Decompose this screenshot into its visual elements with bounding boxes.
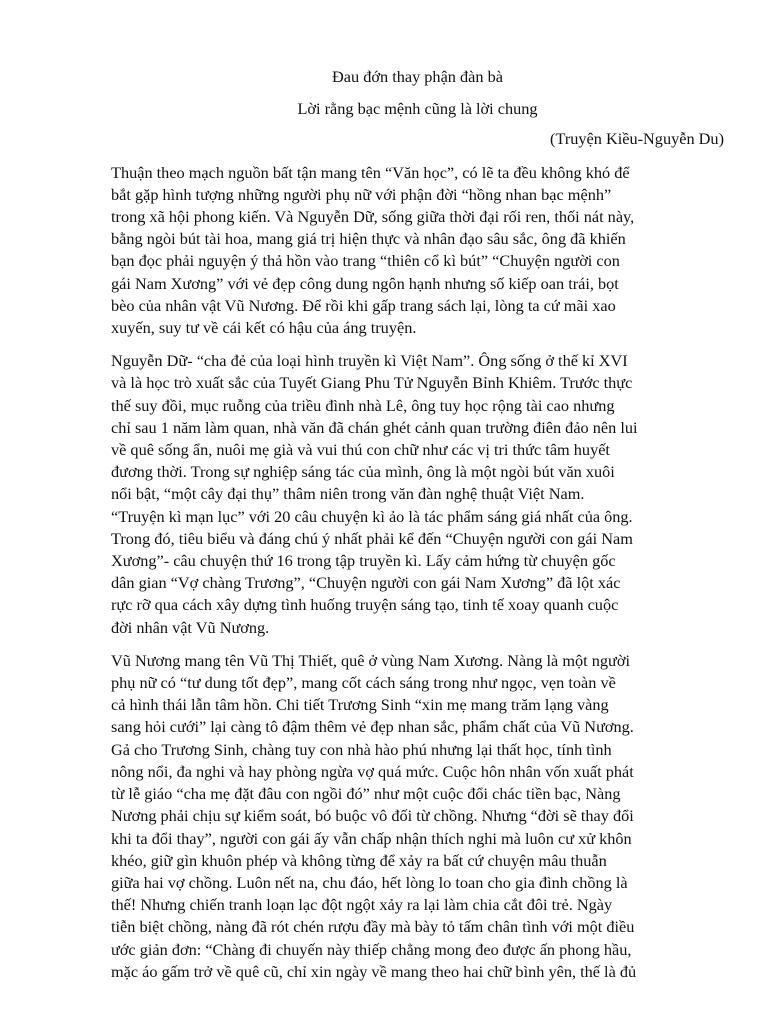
text-line: Gả cho Trương Sinh, chàng tuy con nhà hào phú nhưng lại thất học, tính tình <box>111 739 612 759</box>
text-line: và là học trò xuất sắc của Tuyết Giang Phu Tử Nguyễn Bỉnh Khiêm. Trước thực <box>111 373 633 393</box>
text-line: ước giản đơn: “Chàng đi chuyến này thiếp chẳng mong đeo được ấn phong hầu, <box>111 939 632 959</box>
text-line: Vũ Nương mang tên Vũ Thị Thiết, quê ở vùng Nam Xương. Nàng là một người <box>111 650 630 670</box>
epigraph-source: (Truyện Kiều-Nguyễn Du) <box>550 129 724 149</box>
text-line: khéo, giữ gìn khuôn phép và không từng để xảy ra bất cứ chuyện mâu thuẫn <box>111 850 607 870</box>
text-line: thế! Nhưng chiến tranh loạn lạc đột ngột xảy ra lại làm chia cắt đôi trẻ. Ngày <box>111 895 613 915</box>
text-line: từ lễ giáo “cha mẹ đặt đâu con ngồi đó” như một cuộc đổi chác tiền bạc, Nàng <box>111 784 621 804</box>
text-line: trong xã hội phong kiến. Và Nguyễn Dữ, sống giữa thời đại rối ren, thối nát này, <box>111 207 635 227</box>
text-line: Xương”- câu chuyện thứ 16 trong tập truyền kì. Lấy cảm hứng từ chuyện gốc <box>111 551 616 571</box>
text-line: Nguyễn Dữ- “cha đẻ của loại hình truyền kì Việt Nam”. Ông sống ở thế kỉ XVI <box>111 351 628 371</box>
text-line: bèo của nhân vật Vũ Nương. Để rồi khi gấp trang sách lại, lòng ta cứ mãi xao <box>111 295 616 315</box>
text-line: xuyến, suy tư về cái kết có hậu của áng truyện. <box>111 318 417 338</box>
text-line: chỉ sau 1 năm làm quan, nhà văn đã chán ghét cảnh quan trường điên đảo nên lui <box>111 417 638 437</box>
text-line: mặc áo gấm trở về quê cũ, chỉ xin ngày về mang theo hai chữ bình yên, thế là đủ <box>111 961 637 981</box>
text-line: “Truyện kì mạn lục” với 20 câu chuyện kì ảo là tác phẩm sáng giá nhất của ông. <box>111 506 633 526</box>
paragraph-author <box>111 350 724 639</box>
text-line: đương thời. Trong sự nghiệp sáng tác của mình, ông là một ngòi bút văn xuôi <box>111 462 615 482</box>
text-line: gái Nam Xương” với vẻ đẹp công dung ngôn hạnh nhưng số kiếp oan trái, bọt <box>111 273 619 293</box>
paragraph-character <box>111 650 724 983</box>
text-line: Trong đó, tiêu biểu và đáng chú ý nhất phải kể đến “Chuyện người con gái Nam <box>111 528 633 548</box>
text-line: giữa hai vợ chồng. Luôn nết na, chu đáo, hết lòng lo toan cho gia đình chồng là <box>111 872 628 892</box>
text-line: sang hỏi cưới” lại càng tô đậm thêm vẻ đẹp nhan sắc, phẩm chất của Vũ Nương. <box>111 717 634 737</box>
text-line: phụ nữ có “tư dung tốt đẹp”, mang cốt cách sáng trong như ngọc, vẹn toàn về <box>111 673 616 693</box>
epigraph-line-1: Đau đớn thay phận đàn bà <box>332 67 503 86</box>
epigraph-line-2: Lời rằng bạc mệnh cũng là lời chung <box>297 99 538 119</box>
text-line: thế suy đồi, mục ruỗng của triều đình nhà Lê, ông tuy học rộng tài cao nhưng <box>111 395 615 415</box>
text-line: Thuận theo mạch nguồn bất tận mang tên “Văn học”, có lẽ ta đều không khó để <box>111 162 630 182</box>
text-line: khi ta đổi thay”, người con gái ấy vẫn chấp nhận thích nghi mà luôn cư xử khôn <box>111 828 632 848</box>
text-line: tiễn biệt chồng, nàng đã rót chén rượu đầy mà bày tỏ tấm chân tình với một điều <box>111 917 635 937</box>
text-line: về quê sống ẩn, nuôi mẹ già và vui thú con chữ như các vị tri thức tâm huyết <box>111 440 610 460</box>
text-line: bằng ngòi bút tài hoa, mang giá trị hiện thực và nhân đạo sâu sắc, ông đã khiến <box>111 229 626 249</box>
text-line: nông nổi, đa nghi và hay phòng ngừa vợ quá mức. Cuộc hôn nhân vốn xuất phát <box>111 761 634 781</box>
text-line: bắt gặp hình tượng những người phụ nữ với phận đời “hồng nhan bạc mệnh” <box>111 184 612 204</box>
text-line: đời nhân vật Vũ Nương. <box>111 617 270 637</box>
text-line: nổi bật, “một cây đại thụ” thâm niên trong văn đàn nghệ thuật Việt Nam. <box>111 484 585 504</box>
paragraph-intro <box>111 162 724 340</box>
text-line: bạn đọc phải nguyện ý thả hồn vào trang “thiên cổ kì bút” “Chuyện người con <box>111 251 620 271</box>
text-line: dân gian “Vợ chàng Trương”, “Chuyện người con gái Nam Xương” đã lột xác <box>111 573 621 593</box>
text-line: Nương phải chịu sự kiểm soát, bó buộc vô đối từ chồng. Nhưng “đời sẽ thay đổi <box>111 806 634 826</box>
text-line: cả hình thái lẫn tâm hồn. Chi tiết Trương Sinh “xin mẹ mang trăm lạng vàng <box>111 695 609 715</box>
text-line: rực rỡ qua cách xây dựng tình huống truyện sáng tạo, tinh tế xoay quanh cuộc <box>111 595 619 615</box>
